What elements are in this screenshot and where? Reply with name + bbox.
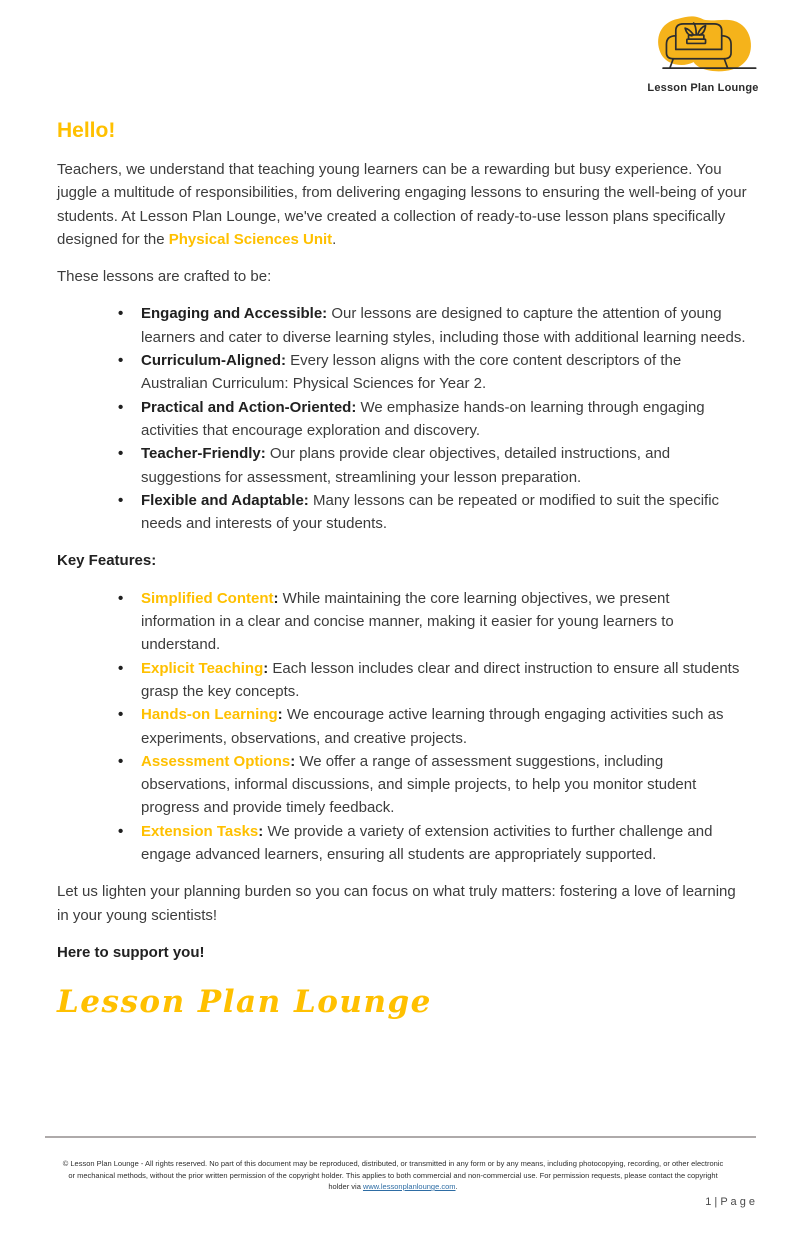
list-item-lead: Teacher-Friendly: [141,445,266,463]
list-item [112,302,747,349]
list-item-lead: Curriculum-Aligned: [141,352,286,370]
copyright-period: . [455,1182,458,1191]
footer-copyright [62,1158,724,1193]
greeting-heading: Hello! [57,119,116,142]
footer-divider [45,1136,756,1138]
website-link[interactable]: www.lessonplanlounge.com [362,1182,456,1191]
feature-text: We provide a variety of extension activities to further challenge and engage advanced learners, ensuring all students are appropriately supported. [141,822,713,864]
list-item-lead: Practical and Action-Oriented: [141,398,357,416]
feature-colon: : [258,822,264,840]
support-line: Here to support you! [57,943,205,961]
list-item [112,703,747,750]
list-item [112,349,747,396]
intro-highlight: Physical Sciences Unit [168,230,333,248]
list-item-text: We emphasize hands-on learning through engaging activities that encourage exploration and discovery. [141,398,705,439]
list-item-lead: Engaging and Accessible: [141,305,328,323]
list-item [112,657,747,704]
list-item [112,820,747,867]
signature-script: Lesson Plan Lounge [57,984,432,1021]
list-item [112,396,747,443]
feature-colon: : [273,589,279,607]
letter-body [57,118,747,1020]
feature-text: While maintaining the core learning objectives, we present information in a clear and concise manner, making it easier for young learners to understand. [141,589,674,654]
couch-logo-icon [647,12,759,80]
list-item [112,587,747,657]
list-item-lead: Flexible and Adaptable: [141,491,309,509]
intro-paragraph [57,158,747,251]
intro-text: Teachers, we understand that teaching young learners can be a rewarding but busy experience. You juggle a multitude of responsibilities, from delivering engaging lessons to ensuring the well-being of your students. At Lesson Plan Lounge, we've created a collection of ready-to-use lesson plans specifically designed for the [57,161,747,248]
feature-lead: Assessment Options [141,752,291,770]
closing-paragraph: Let us lighten your planning burden so you can focus on what truly matters: fostering a love of learning in your young scientists! [57,883,736,924]
key-features-heading: Key Features: [57,552,157,570]
crafted-intro-line: These lessons are crafted to be: [57,268,272,286]
feature-lead: Hands-on Learning [141,706,278,724]
list-item-text: Many lessons can be repeated or modified to suit the specific needs and interests of your students. [141,491,720,533]
key-features-list [57,587,747,867]
feature-lead: Simplified Content [141,589,274,607]
feature-colon: : [277,706,283,724]
logo [644,12,762,94]
list-item-text: Every lesson aligns with the core content descriptors of the Australian Curriculum: Physical Sciences for Year 2. [141,352,682,393]
feature-text: Each lesson includes clear and direct instruction to ensure all students grasp the key concepts. [141,659,740,700]
list-item [112,442,747,489]
feature-text: We offer a range of assessment suggestions, including observations, informal discussions, and simple projects, to help you monitor student progress and provide timely feedback. [141,752,697,817]
intro-period: . [332,230,337,248]
list-item-text: Our lessons are designed to capture the attention of young learners and cater to diverse learning styles, including those with additional learning needs. [141,305,746,346]
list-item [112,489,747,536]
feature-lead: Extension Tasks [141,822,259,840]
list-item [112,750,747,820]
page-number: 1 | P a g e [705,1196,755,1208]
copyright-text: © Lesson Plan Lounge - All rights reserved. No part of this document may be reproduced, distributed, or transmitted in any form or by any means, including photocopying, recording, or other electronic or mechanical methods, without the prior written permission of the copyright holder. This applies to both commercial and non-commercial use. For permission requests, please contact the copyright holder via [62,1159,724,1191]
logo-brand-text: Lesson Plan Lounge [647,82,759,94]
feature-colon: : [263,659,269,677]
feature-lead: Explicit Teaching [141,659,264,677]
feature-colon: : [290,752,296,770]
crafted-list [57,302,747,535]
feature-text: We encourage active learning through engaging activities such as experiments, observations, and creative projects. [141,706,724,747]
list-item-text: Our plans provide clear objectives, detailed instructions, and suggestions for assessment, streamlining your lesson preparation. [141,445,671,486]
